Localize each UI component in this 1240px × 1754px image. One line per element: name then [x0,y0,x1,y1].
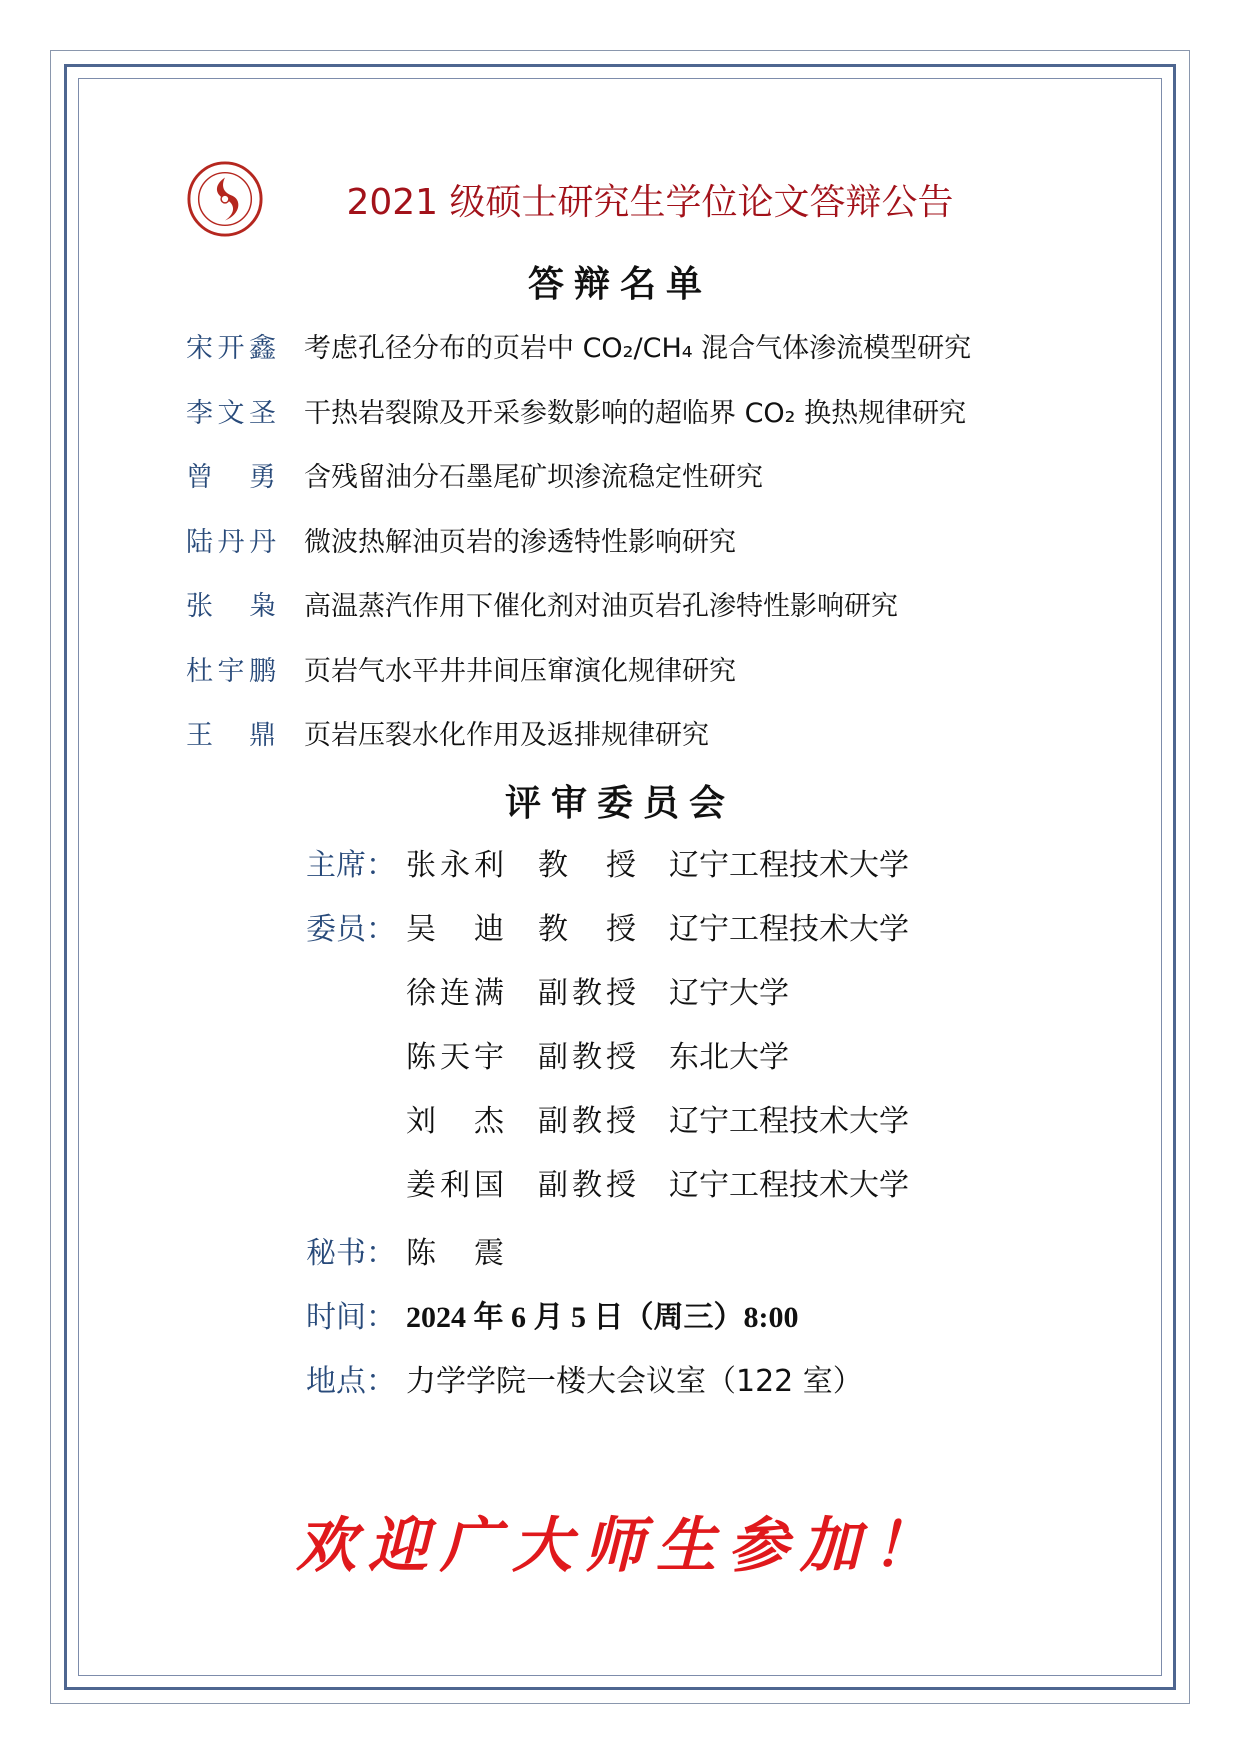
thesis-topic: 考虑孔径分布的页岩中 CO₂/CH₄ 混合气体渗流模型研究 [304,333,972,364]
member-title: 副教授 [538,1040,636,1075]
member-title: 副教授 [538,1104,636,1139]
candidate-name: 宋开鑫 [186,333,276,364]
candidate-name: 王鼎 [186,720,276,751]
thesis-topic: 高温蒸汽作用下催化剂对油页岩孔渗特性影响研究 [304,591,898,622]
thesis-topic: 页岩气水平井井间压窜演化规律研究 [304,656,736,687]
candidate-name: 李文圣 [186,398,276,429]
member-name: 刘杰 [406,1104,504,1139]
member-org: 辽宁工程技术大学 [669,1168,909,1203]
candidate-name: 张枭 [186,591,276,622]
member-name: 吴迪 [406,912,504,947]
chair-name: 张永利 [406,848,504,883]
place-label: 地点： [306,1364,396,1399]
welcome-banner: 欢迎广大师生参加！ [296,1511,944,1581]
member-org: 辽宁工程技术大学 [669,912,909,947]
place-value: 力学学院一楼大会议室（122 室） [406,1364,863,1399]
member-title: 副教授 [538,976,636,1011]
member-org: 东北大学 [669,1040,789,1075]
candidate-name: 曾勇 [186,462,276,493]
member-name: 姜利国 [406,1168,504,1203]
candidate-name: 陆丹丹 [186,527,276,558]
member-org: 辽宁工程技术大学 [669,1104,909,1139]
chair-label: 主席： [306,848,396,883]
member-title: 教授 [538,912,636,947]
secretary-name: 陈震 [406,1236,504,1271]
member-name: 陈天宇 [406,1040,504,1075]
thesis-topic: 干热岩裂隙及开采参数影响的超临界 CO₂ 换热规律研究 [304,398,967,429]
secretary-label: 秘书： [306,1236,396,1271]
member-name: 徐连满 [406,976,504,1011]
thesis-topic: 含残留油分石墨尾矿坝渗流稳定性研究 [304,462,763,493]
member-title: 副教授 [538,1168,636,1203]
page-title: 2021 级硕士研究生学位论文答辩公告 [346,182,954,223]
member-org: 辽宁大学 [669,976,789,1011]
time-label: 时间： [306,1300,396,1335]
thesis-topic: 微波热解油页岩的渗透特性影响研究 [304,527,736,558]
time-value: 2024 年 6 月 5 日（周三）8:00 [406,1301,799,1334]
thesis-topic: 页岩压裂水化作用及返排规律研究 [304,720,709,751]
members-label: 委员： [306,912,396,947]
defense-list-heading: 答辩名单 [527,263,712,305]
committee-heading: 评审委员会 [504,782,735,824]
chair-org: 辽宁工程技术大学 [669,848,909,883]
chair-title: 教授 [538,848,636,883]
candidate-name: 杜宇鹏 [186,656,276,687]
